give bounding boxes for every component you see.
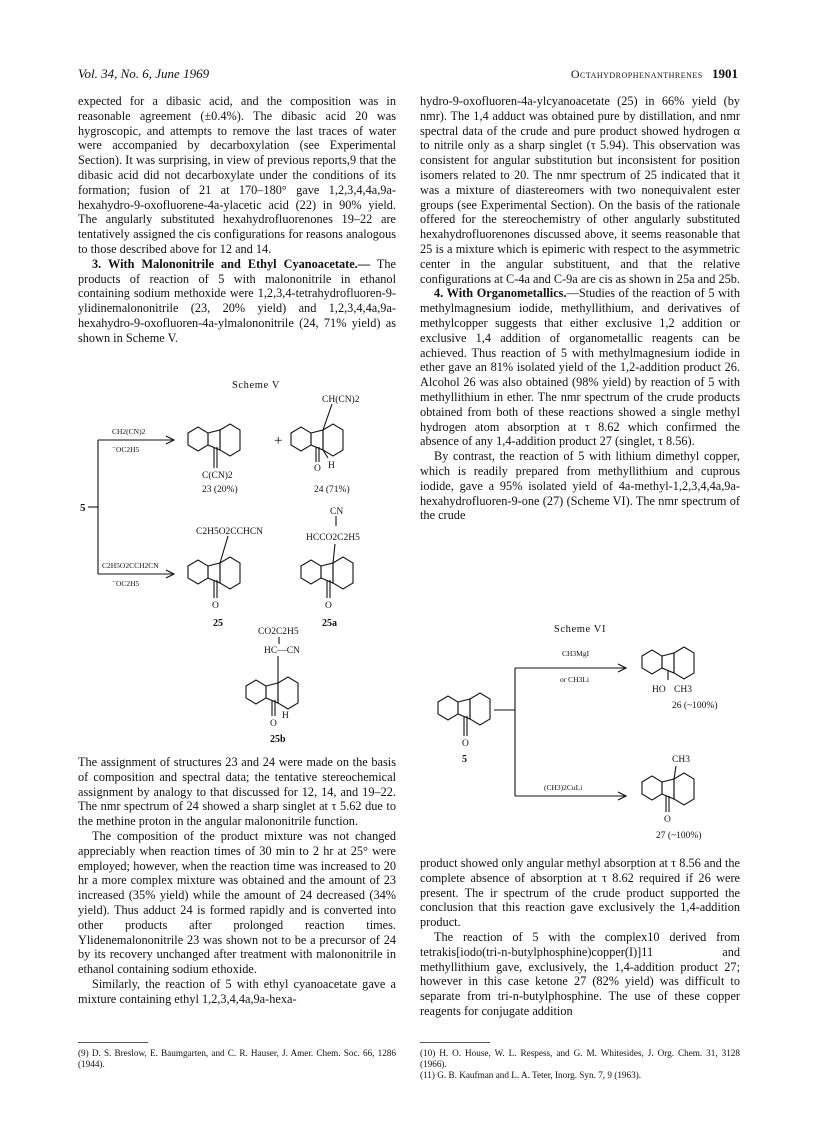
label-27: 27 (~100%) [656,831,702,841]
footnote-10: (10) H. O. House, W. L. Respess, and G. M. Whitesides, J. Org. Chem. 31, 3128 (1966). [420,1048,740,1069]
substituent-23: C(CN)2 [202,471,233,481]
paragraph: The reaction of 5 with the complex10 derived from tetrakis[iodo(tri-n-butylphosphine)copper(I)]11 and methyllithium gave, exclusively, the 1,4-addition product 27; however in this case ketone 27 (82% yield) was difficult to separate from tri-n-butylphosphine. The use of these copper reagents for conjugate addition [420,929,740,1018]
paragraph: By contrast, the reaction of 5 with lithium dimethyl copper, which is readily prepared from methyllithium and cuprous iodide, gave a 95% isolated yield of 4a-methyl-1,2,3,4,4a,9a-hexahydrofluoren-9-one (27) (Scheme VI). The nmr spectrum of the crude [420,449,740,523]
footnotes-right [420,1048,740,1081]
left-column-bottom [78,755,396,1007]
footnote-rule [78,1042,148,1043]
scheme-v-figure [78,378,408,748]
label-5: 5 [462,754,467,765]
scheme-vi-title: Scheme VI [553,624,607,635]
reagent-cuprate: (CH3)2CuLi [544,783,583,792]
substituent-ho: HO [652,685,666,695]
atom-o-25a: O [325,601,332,611]
paragraph: Similarly, the reaction of 5 with ethyl cyanoacetate gave a mixture containing ethyl 1,2,3,4,4a,9a-hexa- [78,976,396,1006]
substituent-25: C2H5O2CCHCN [196,527,264,537]
section-3-heading: 3. With Malononitrile and Ethyl Cyanoacetate.— [92,256,371,271]
scheme-v-title: Scheme V [231,380,281,391]
section-4-text: —Studies of the reaction of 5 with methylmagnesium iodide, methyllithium, and derivatives of methylcopper suggests that either exclusive 1,2 addition or exclusive 1,4 addition of organometallic reagents can be achieved. Thus reaction of 5 with methylmagnesium iodide in ether gave an 81% isolated yield of the 1,2-addition product 26. Alcohol 26 was also obtained (98% yield) by reaction of 5 with methyllithium in ether. The nmr spectrum of the crude products obtained from both of these reactions showed a single methyl hydrogen atom absorption at τ 8.62 which confirmed the absence of any 1,4-addition product 27 (singlet, τ 8.56). [420,286,740,449]
scheme-vi-figure [420,620,740,850]
atom-o-25: O [212,601,219,611]
running-header-title [508,66,738,82]
atom-h-24: H [328,461,335,471]
substituent-25a: HCCO2C2H5 [306,533,360,543]
substituent-25b-top: CO2C2H5 [258,627,299,637]
substituent-ch3-26: CH3 [674,685,692,695]
scheme-v-start: 5 [80,502,86,514]
label-25b: 25b [270,734,286,745]
paragraph: The assignment of structures 23 and 24 were made on the basis of composition and spectral data; the tentative stereochemical assignment by analogy to that discussed for 12, 14, and 19–22. The nmr spectrum of 24 showed a sharp singlet at τ 5.62 due to the methine proton in the angular malononitrile function. [78,755,396,829]
reagent-ethyl-cyanoacetate: C2H5O2CCH2CN [102,561,159,570]
substituent-25b: HC—CN [264,646,300,656]
paragraph: The composition of the product mixture was not changed appreciably when reaction times of 30 min to 2 hr at 25° were employed; however, when the reaction time was increased to 20 hr a more complex mixture was obtained and the amount of 23 increased (35% yield) while the amount of 24 decreased (34% yield). Thus adduct 24 is formed rapidly and is converted into other products after prolonged reaction times. Ylidenemalononitrile 23 was shown not to be a precursor of 24 by its recovery unchanged after treatment with malononitrile in ethanol containing sodium ethoxide. [78,828,396,977]
section-3-text: The products of reaction of 5 with malononitrile in ethanol containing sodium methoxide were 1,2,3,4-tetrahydrofluoren-9-ylidinemalononitrile (23, 20% yield) and 1,2,3,4,4a,9a-hexahydro-9-oxofluoren-4a-ylmalononitrile (24, 71% yield) as shown in Scheme V. [78,256,396,345]
label-23: 23 (20%) [202,485,238,495]
footnote-9: (9) D. S. Breslow, E. Baumgarten, and C. R. Hauser, J. Amer. Chem. Soc. 66, 1286 (1944). [78,1048,396,1069]
reagent-ethoxide-1: ⁻OC2H5 [112,445,140,454]
reagent-grignard: CH3MgI [562,649,590,658]
atom-o-24: O [314,464,321,474]
running-header-journal: Vol. 34, No. 6, June 1969 [78,66,210,81]
section-4-heading: 4. With Organometallics. [434,286,567,301]
label-26: 26 (~100%) [672,701,718,711]
atom-h-25b: H [282,711,289,721]
reagent-ethoxide-2: ⁻OC2H5 [112,579,140,588]
paragraph: product showed only angular methyl absorption at τ 8.56 and the complete absence of absorption at τ 8.62 required if 26 were present. The ir spectrum of the crude product supported the conclusion that this reaction gave exclusively the 1,4-addition product. [420,856,740,930]
footnote-11: (11) G. B. Kaufman and L. A. Teter, Inorg. Syn. 7, 9 (1963). [420,1070,642,1080]
paragraph: hydro-9-oxofluoren-4a-ylcyanoacetate (25) in 66% yield (by nmr). The 1,4 adduct was obtained pure by distillation, and nmr spectral data of the crude and pure product showed hydrogen α to nitrile only as a sharp singlet (τ 5.94). This observation was consistent for angular substitution but inconsistent for position isomers related to 20. The nmr spectrum of 25 indicated that it was a mixture of diastereomers with two nonequivalent ester groups (see Experimental Section). On the basis of the rationale offered for the stereochemistry of other angularly substituted hexahydrofluorenones discussed above, it seems reasonable that 25 is a mixture which is epimeric with respect to the asymmetric center in the angular substituent, and that the relative configurations at C-4a and C-9a are cis as shown in 25a and 25b. [420,94,740,286]
label-25: 25 [213,618,223,629]
plus-sign: + [274,433,283,449]
reagent-methyllithium: or CH3Li [560,675,589,684]
atom-o-25b: O [270,719,277,729]
substituent-ch3-27: CH3 [672,755,690,765]
footnote-rule [420,1042,490,1043]
running-title: Octahydrophenanthrenes [570,67,703,81]
paragraph: expected for a dibasic acid, and the composition was in reasonable agreement (±0.4%). The dibasic acid 20 was hygroscopic, and attempts to remove the last traces of water were accompanied by decarboxylation (see Experimental Section). It was surprising, in view of previous reports,9 that the dibasic acid did not decarboxylate under the conditions of its formation; fusion of 21 at 170–180° gave 1,2,3,4,4a,9a-hexahydro-9-oxofluorene-4a-ylacetic acid (22) in 90% yield. The angularly substituted hexahydrofluorenones 19–22 are tentatively assigned the cis configurations for reasons analogous to those described above for 12 and 14. [78,94,396,256]
section-3-paragraph [78,257,396,346]
label-24: 24 (71%) [314,485,350,495]
substituent-25a-top: CN [330,507,344,517]
section-4-paragraph [420,286,740,449]
left-column-top [78,94,396,346]
page-number: 1901 [712,66,738,81]
atom-o-27: O [664,815,671,825]
substituent-24: CH(CN)2 [322,395,360,405]
label-25a: 25a [322,618,337,629]
right-column-top [420,94,740,523]
atom-o-5: O [462,739,469,749]
reagent-malononitrile: CH2(CN)2 [112,427,146,436]
right-column-bottom [420,856,740,1019]
